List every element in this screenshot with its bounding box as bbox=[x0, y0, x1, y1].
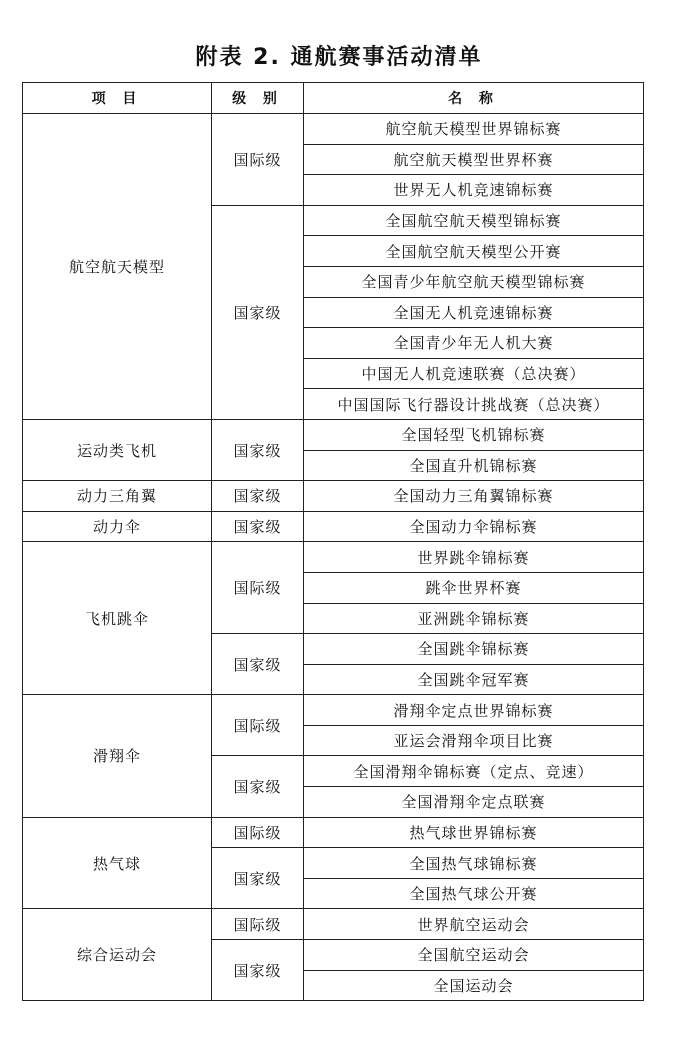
table-row bbox=[23, 909, 644, 940]
table-row bbox=[23, 511, 644, 542]
event-name-cell: 世界跳伞锦标赛 bbox=[304, 542, 644, 573]
event-name-cell: 航空航天模型世界杯赛 bbox=[304, 144, 644, 175]
project-cell: 航空航天模型 bbox=[23, 114, 212, 420]
event-name-cell: 全国动力三角翼锦标赛 bbox=[304, 481, 644, 512]
event-name-cell: 全国动力伞锦标赛 bbox=[304, 511, 644, 542]
level-cell: 国家级 bbox=[212, 419, 304, 480]
event-name-cell: 中国国际飞行器设计挑战赛（总决赛） bbox=[304, 389, 644, 420]
event-name-cell: 全国轻型飞机锦标赛 bbox=[304, 419, 644, 450]
level-cell: 国家级 bbox=[212, 205, 304, 419]
event-name-cell: 航空航天模型世界锦标赛 bbox=[304, 114, 644, 145]
event-name-cell: 全国航空航天模型锦标赛 bbox=[304, 205, 644, 236]
level-cell: 国家级 bbox=[212, 511, 304, 542]
level-cell: 国际级 bbox=[212, 695, 304, 756]
table-row bbox=[23, 695, 644, 726]
event-name-cell: 世界航空运动会 bbox=[304, 909, 644, 940]
level-cell: 国际级 bbox=[212, 114, 304, 206]
project-cell: 动力三角翼 bbox=[23, 481, 212, 512]
event-name-cell: 亚运会滑翔伞项目比赛 bbox=[304, 725, 644, 756]
table-row bbox=[23, 817, 644, 848]
event-name-cell: 亚洲跳伞锦标赛 bbox=[304, 603, 644, 634]
level-cell: 国际级 bbox=[212, 542, 304, 634]
project-cell: 滑翔伞 bbox=[23, 695, 212, 817]
event-name-cell: 中国无人机竞速联赛（总决赛） bbox=[304, 358, 644, 389]
level-cell: 国际级 bbox=[212, 909, 304, 940]
event-name-cell: 跳伞世界杯赛 bbox=[304, 572, 644, 603]
event-name-cell: 全国青少年航空航天模型锦标赛 bbox=[304, 266, 644, 297]
project-cell: 飞机跳伞 bbox=[23, 542, 212, 695]
level-cell: 国家级 bbox=[212, 481, 304, 512]
event-name-cell: 全国滑翔伞定点联赛 bbox=[304, 787, 644, 818]
event-name-cell: 全国青少年无人机大赛 bbox=[304, 328, 644, 359]
project-cell: 动力伞 bbox=[23, 511, 212, 542]
event-name-cell: 全国热气球锦标赛 bbox=[304, 848, 644, 879]
event-name-cell: 全国运动会 bbox=[304, 970, 644, 1001]
event-name-cell: 全国航空运动会 bbox=[304, 940, 644, 971]
table-row bbox=[23, 542, 644, 573]
project-cell: 综合运动会 bbox=[23, 909, 212, 1001]
header-level: 级 别 bbox=[212, 83, 304, 114]
event-name-cell: 全国跳伞冠军赛 bbox=[304, 664, 644, 695]
project-cell: 热气球 bbox=[23, 817, 212, 909]
level-cell: 国家级 bbox=[212, 634, 304, 695]
level-cell: 国际级 bbox=[212, 817, 304, 848]
event-name-cell: 全国跳伞锦标赛 bbox=[304, 634, 644, 665]
level-cell: 国家级 bbox=[212, 756, 304, 817]
events-table bbox=[22, 82, 644, 1001]
event-name-cell: 全国直升机锦标赛 bbox=[304, 450, 644, 481]
event-name-cell: 全国无人机竞速锦标赛 bbox=[304, 297, 644, 328]
event-name-cell: 热气球世界锦标赛 bbox=[304, 817, 644, 848]
event-name-cell: 全国航空航天模型公开赛 bbox=[304, 236, 644, 267]
event-name-cell: 全国滑翔伞锦标赛（定点、竞速） bbox=[304, 756, 644, 787]
header-project: 项 目 bbox=[23, 83, 212, 114]
event-name-cell: 全国热气球公开赛 bbox=[304, 878, 644, 909]
event-name-cell: 世界无人机竞速锦标赛 bbox=[304, 175, 644, 206]
page-title: 附表 2. 通航赛事活动清单 bbox=[195, 45, 483, 70]
level-cell: 国家级 bbox=[212, 848, 304, 909]
table-row bbox=[23, 481, 644, 512]
table-row bbox=[23, 419, 644, 450]
level-cell: 国家级 bbox=[212, 940, 304, 1001]
table-row bbox=[23, 114, 644, 145]
table-body bbox=[23, 114, 644, 1001]
header-name: 名 称 bbox=[304, 83, 644, 114]
event-name-cell: 滑翔伞定点世界锦标赛 bbox=[304, 695, 644, 726]
header-row bbox=[23, 83, 644, 114]
project-cell: 运动类飞机 bbox=[23, 419, 212, 480]
